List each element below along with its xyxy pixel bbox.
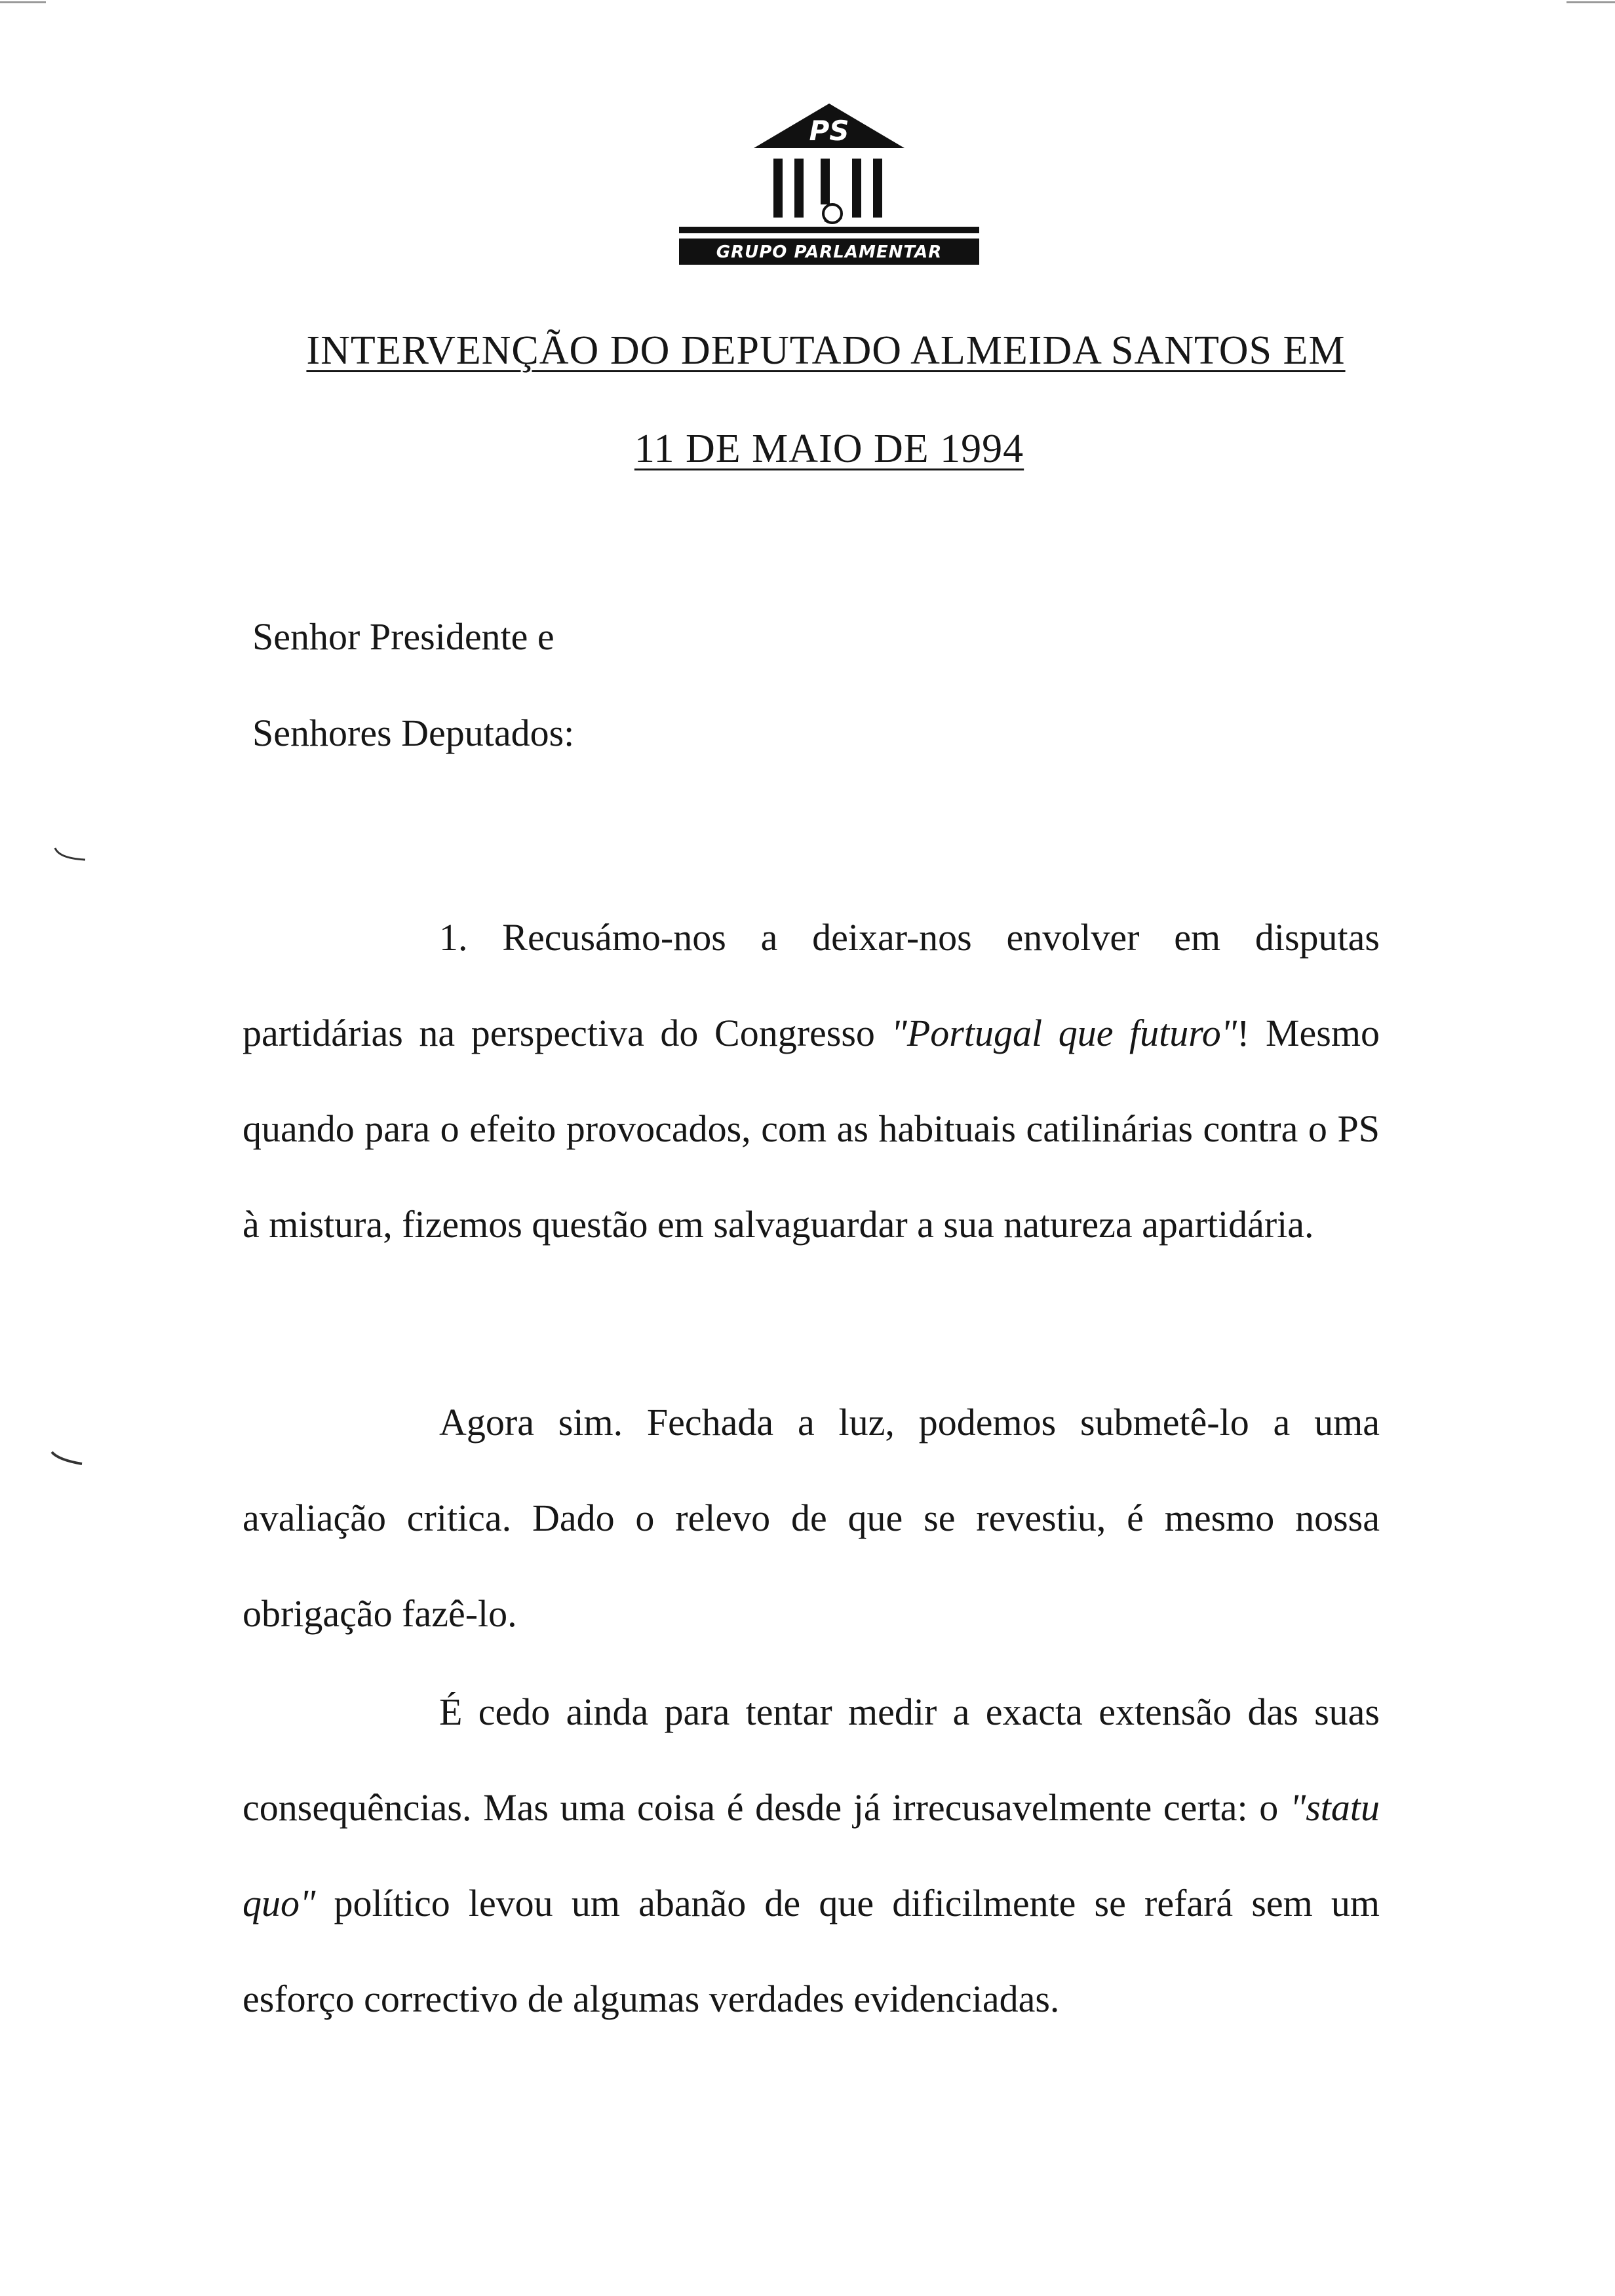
ps-parliamentary-group-emblem-icon <box>675 98 983 275</box>
salutation-line-1: Senhor Presidente e <box>252 615 555 658</box>
body-paragraph-3 <box>243 1664 1380 2047</box>
scan-mark-left-1 <box>52 845 92 865</box>
logo-banner-text: GRUPO PARLAMENTAR <box>716 242 943 262</box>
scan-mark-left-2 <box>49 1448 88 1468</box>
logo-emblem-text: PS <box>809 115 849 147</box>
paragraph-1-italic-title: "Portugal que futuro" <box>891 1012 1237 1054</box>
document-title-line-1: INTERVENÇÃO DO DEPUTADO ALMEIDA SANTOS EM <box>306 328 1346 373</box>
paragraph-3-text-end: político levou um abanão de que dificilmente se refará sem um esforço correctivo de algumas verdades evidenciadas. <box>243 1882 1380 2020</box>
paragraph-1-text-end: ! Mesmo quando para o efeito provocados, com as habituais catilinárias contra o PS à mistura, fizemos questão em salvaguardar a sua natureza apartidária. <box>243 1012 1380 1246</box>
paragraph-3-text-start: É cedo ainda para tentar medir a exacta extensão das suas consequências. Mas uma coisa é desde já irrecusavelmente certa: o <box>243 1691 1380 1829</box>
paragraph-2-text: Agora sim. Fechada a luz, podemos submetê-lo a uma avaliação critica. Dado o relevo de que se revestiu, é mesmo nossa obrigação fazê-lo. <box>243 1401 1380 1635</box>
party-logo <box>675 98 983 275</box>
document-title-line-2: 11 DE MAIO DE 1994 <box>634 427 1024 471</box>
salutation-line-2: Senhores Deputados: <box>252 712 575 754</box>
scan-artifact-top-right <box>1566 1 1615 3</box>
body-paragraph-1 <box>243 890 1380 1272</box>
body-paragraph-2 <box>243 1375 1380 1662</box>
paragraph-3-italic-phrase: "statu quo" <box>243 1786 1380 1924</box>
scan-artifact-top-left <box>0 1 46 3</box>
paragraph-1-text-start: 1. Recusámo-nos a deixar-nos envolver em disputas partidárias na perspectiva do Congresso <box>243 916 1380 1054</box>
